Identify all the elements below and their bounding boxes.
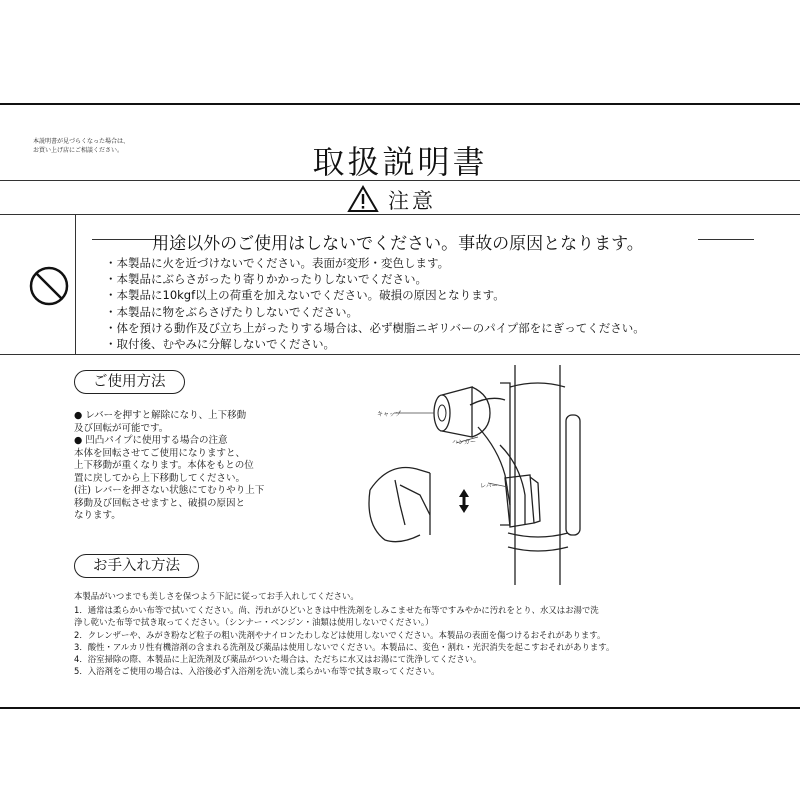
product-diagram — [360, 365, 610, 585]
prohibition-item: ・本製品に物をぶらさげたりしないでください。 — [105, 304, 358, 319]
usage-line: 及び回転が可能です。 — [74, 422, 169, 434]
care-item: 5．入浴剤をご使用の場合は、入浴後必ず入浴剤を洗い流し柔らかい布等で拭き取ってください。 — [74, 666, 440, 677]
prohibition-item: ・取付後、むやみに分解しないでください。 — [105, 337, 335, 352]
care-intro: 本製品がいつまでも美しさを保つよう下記に従ってお手入れしてください。 — [74, 591, 359, 601]
care-item: 4．浴室掃除の際、本製品に上記洗剤及び薬品がついた場合は、ただちに水又はお湯にて洗浄してください。 — [74, 654, 482, 665]
usage-text — [74, 410, 264, 523]
usage-line: (注) レバーを押さない状態にてむりやり上下 — [74, 485, 265, 496]
usage-line: 上下移動が重くなります。本体をもとの位 — [74, 460, 254, 471]
usage-line: ● レバーを押すと解除になり、上下移動 — [74, 410, 247, 421]
cap-label: キャップ — [377, 411, 402, 418]
care-list — [74, 604, 614, 678]
care-item: 1．通常は柔らかい布等で拭いてください。尚、汚れがひどいときは中性洗剤をしみこませた布等ですみやかに汚れをとり、水又はお湯で洗 — [74, 605, 599, 615]
prohibition-item: ・本製品に火を近づけないでください。表面が変形・変色します。 — [105, 256, 450, 270]
prohibition-headline: 用途以外のご使用はしないでください。事故の原因となります。 — [152, 234, 644, 254]
prohibition-item: ・体を預ける動作及び立ち上がったりする場合は、必ず樹脂ニギリバーのパイプ部をにぎってください。 — [105, 320, 645, 335]
prohibition-item: ・本製品にぶらさがったり寄りかかったりしないでください。 — [105, 272, 427, 287]
usage-line: なります。 — [74, 510, 121, 521]
title-divider — [0, 180, 800, 181]
care-item: 2．クレンザーや、みがき粉など粒子の粗い洗剤やナイロンたわしなどは使用しないでください。本製品の表面を傷つけるおそれがあります。 — [74, 629, 606, 640]
document-title: 取扱説明書 — [312, 143, 488, 181]
caution-header — [0, 183, 800, 213]
care-item: 浄し乾いた布等で拭き取ってください。（シンナー・ベンジン・油類は使用しないでください。） — [74, 617, 434, 628]
caution-divider — [0, 214, 800, 215]
small-note-line-1: 本説明書が見づらくなった場合は、 — [33, 138, 130, 145]
prohibition-icon — [28, 265, 70, 307]
care-item: 3．酸性・アルカリ性有機溶剤の含まれる洗剤及び薬品は使用しないでください。本製品に、変色・割れ・光沢消失を起こすおそれがあります。 — [74, 641, 615, 652]
usage-line: ● 凹凸パイプに使用する場合の注意 — [74, 435, 228, 446]
prohibition-list — [105, 255, 645, 352]
prohibition-item: ・本製品に10kgf以上の荷重を加えないでください。破損の原因となります。 — [105, 288, 505, 303]
caution-label: 注意 — [388, 189, 436, 213]
warning-triangle-icon — [347, 185, 379, 213]
care-heading: お手入れ方法 — [74, 554, 199, 578]
usage-line: 置に戻してから上下移動してください。 — [74, 472, 246, 484]
usage-line: 移動及び回転させますと、破損の原因と — [74, 497, 246, 509]
usage-heading: ご使用方法 — [74, 370, 185, 394]
usage-line: 本体を回転させてご使用になりますと、 — [74, 447, 246, 459]
prohibition-divider — [0, 354, 800, 355]
small-note-line-2: お買い上げ店にご相談ください。 — [33, 147, 124, 154]
hanger-label: ハンガー — [452, 439, 477, 446]
lever-label: レバー — [480, 483, 498, 490]
